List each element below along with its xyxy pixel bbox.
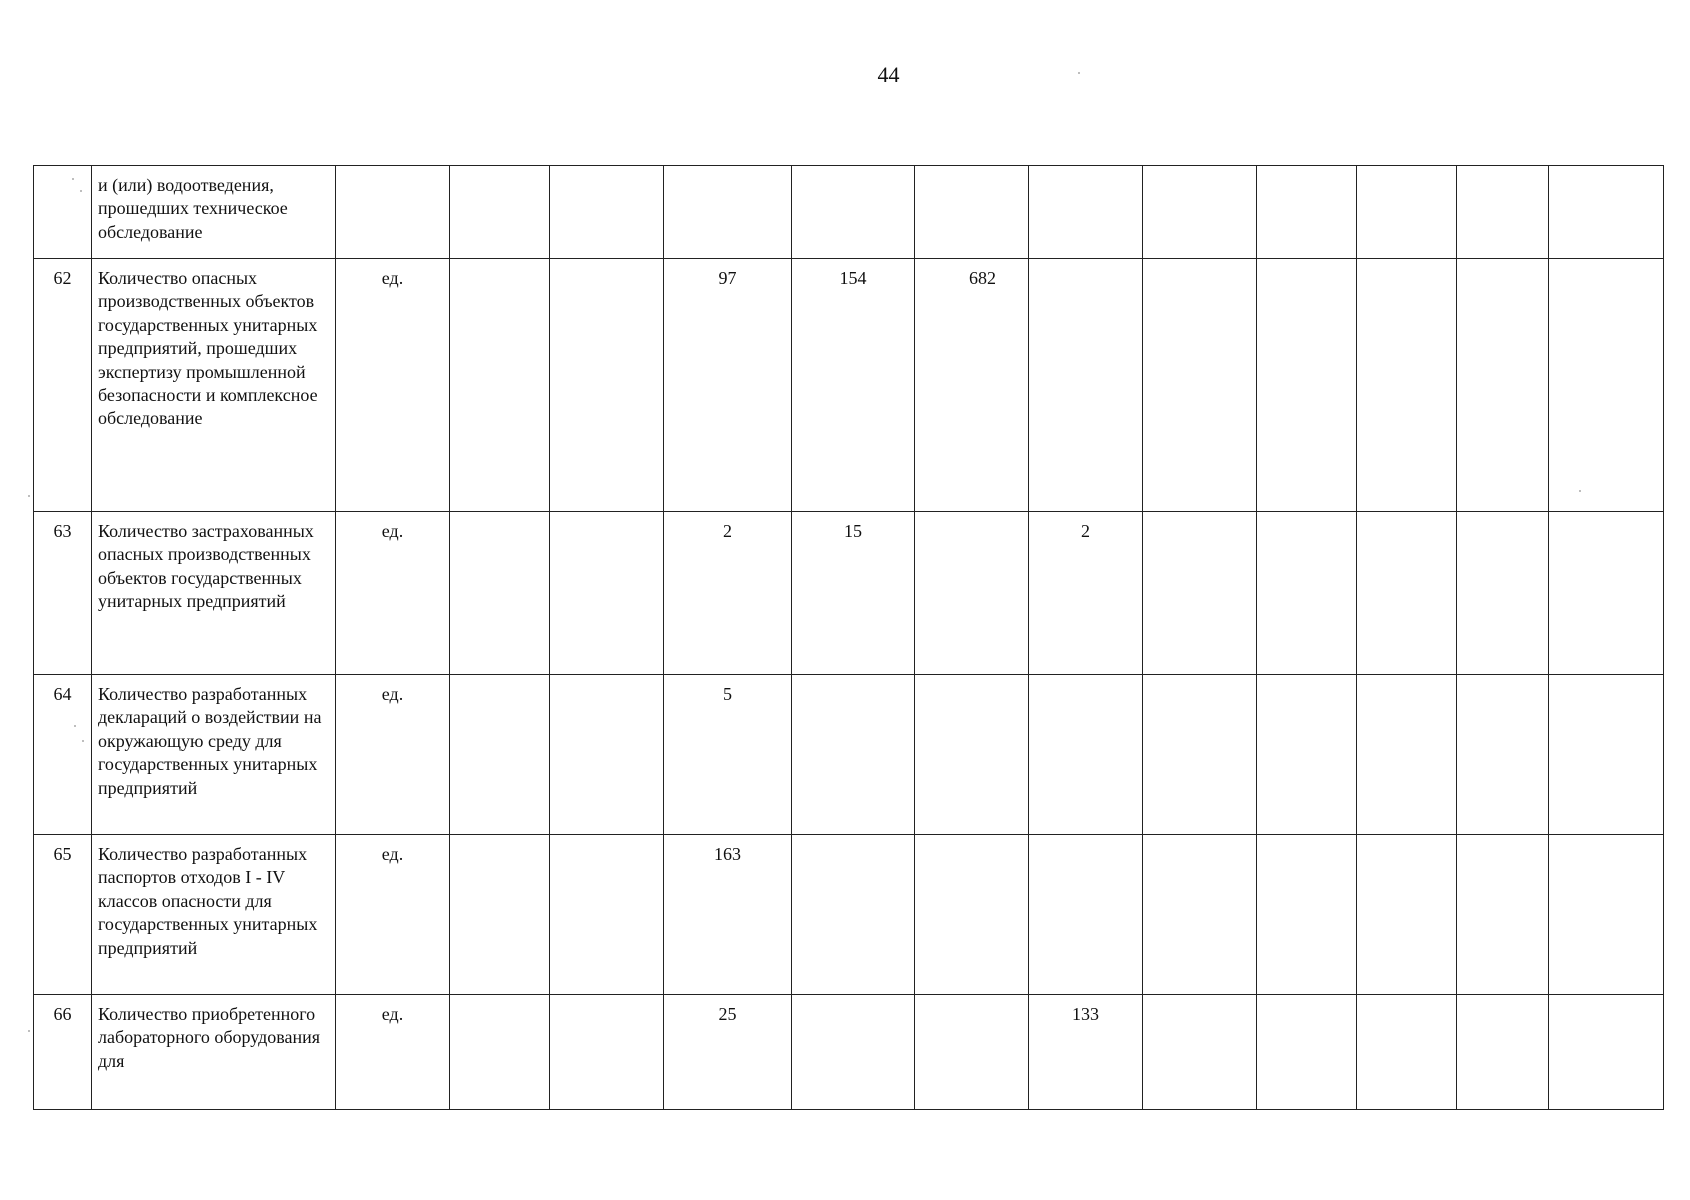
value-cell [1549,512,1664,675]
value-cell [1457,512,1549,675]
page-number: 44 [877,62,900,87]
value-cell [792,675,915,835]
value-cell: 25 [664,995,792,1110]
value-cell [1357,512,1457,675]
value-cell [915,166,1029,259]
value-cell: 133 [1029,995,1143,1110]
unit-cell: ед. [336,512,450,675]
value-cell [450,995,550,1110]
unit-cell: ед. [336,259,450,512]
table-row [34,512,1664,675]
value-cell [550,259,664,512]
table-row [34,166,1664,259]
value-cell [915,835,1029,995]
unit-cell: ед. [336,675,450,835]
value-cell [1029,166,1143,259]
value-cell [1357,675,1457,835]
value-cell: 2 [1029,512,1143,675]
value-cell [915,512,1029,675]
indicator-name: Количество застрахованных опасных производственных объектов государственных унитарных предприятий [92,512,336,675]
value-cell [550,995,664,1110]
indicator-name: Количество разработанных деклараций о воздействии на окружающую среду для государственных унитарных предприятий [92,675,336,835]
unit-cell [336,166,450,259]
table-row [34,995,1664,1110]
value-cell [1257,995,1357,1110]
table-row [34,259,1664,512]
value-cell [1257,166,1357,259]
table-row [34,675,1664,835]
value-cell [550,166,664,259]
unit-cell: ед. [336,835,450,995]
row-number: 63 [34,512,92,675]
value-cell [1143,995,1257,1110]
value-cell [1357,259,1457,512]
value-cell [1357,995,1457,1110]
scan-speck [74,725,76,727]
indicator-name: Количество разработанных паспортов отходов I - IV классов опасности для государственных унитарных предприятий [92,835,336,995]
value-cell [664,166,792,259]
row-number: 66 [34,995,92,1110]
scan-speck [1579,490,1581,492]
row-number: 65 [34,835,92,995]
value-cell [1549,835,1664,995]
value-cell [915,675,1029,835]
value-cell: 682 [915,259,1029,512]
value-cell [1257,835,1357,995]
value-cell [450,675,550,835]
value-cell [1257,675,1357,835]
value-cell [550,675,664,835]
value-cell [792,995,915,1110]
value-cell [1029,259,1143,512]
value-cell [1257,259,1357,512]
value-cell: 15 [792,512,915,675]
scan-speck [1078,72,1080,74]
value-cell [1549,259,1664,512]
table-row [34,835,1664,995]
value-cell [1257,512,1357,675]
value-cell [1143,835,1257,995]
value-cell [1457,675,1549,835]
value-cell [1029,835,1143,995]
value-cell [915,995,1029,1110]
value-cell [550,512,664,675]
unit-cell: ед. [336,995,450,1110]
value-cell [1549,166,1664,259]
indicators-table [33,165,1664,1110]
value-cell: 2 [664,512,792,675]
value-cell: 97 [664,259,792,512]
value-cell: 154 [792,259,915,512]
value-cell [1357,166,1457,259]
value-cell [1457,166,1549,259]
scan-speck [28,1030,30,1032]
value-cell [1143,166,1257,259]
scan-speck [82,740,84,742]
value-cell [1029,675,1143,835]
value-cell [1457,835,1549,995]
value-cell [1143,675,1257,835]
value-cell [1357,835,1457,995]
value-cell [550,835,664,995]
value-cell [450,835,550,995]
scan-speck [28,495,30,497]
value-cell [1457,259,1549,512]
value-cell [1549,995,1664,1110]
scan-speck [80,190,82,192]
value-cell: 5 [664,675,792,835]
indicator-name: Количество приобретенного лабораторного оборудования для [92,995,336,1110]
value-cell [1143,259,1257,512]
value-cell: 163 [664,835,792,995]
row-number: 64 [34,675,92,835]
value-cell [450,166,550,259]
indicator-name: и (или) водоотведения, прошедших техническое обследование [92,166,336,259]
row-number: 62 [34,259,92,512]
value-cell [1143,512,1257,675]
value-cell [792,835,915,995]
value-cell [1549,675,1664,835]
value-cell [450,259,550,512]
scan-speck [72,178,74,180]
value-cell [1457,995,1549,1110]
row-number [34,166,92,259]
value-cell [792,166,915,259]
indicator-name: Количество опасных производственных объектов государственных унитарных предприятий, прошедших экспертизу промышленной безопасности и комплексное обследование [92,259,336,512]
value-cell [450,512,550,675]
